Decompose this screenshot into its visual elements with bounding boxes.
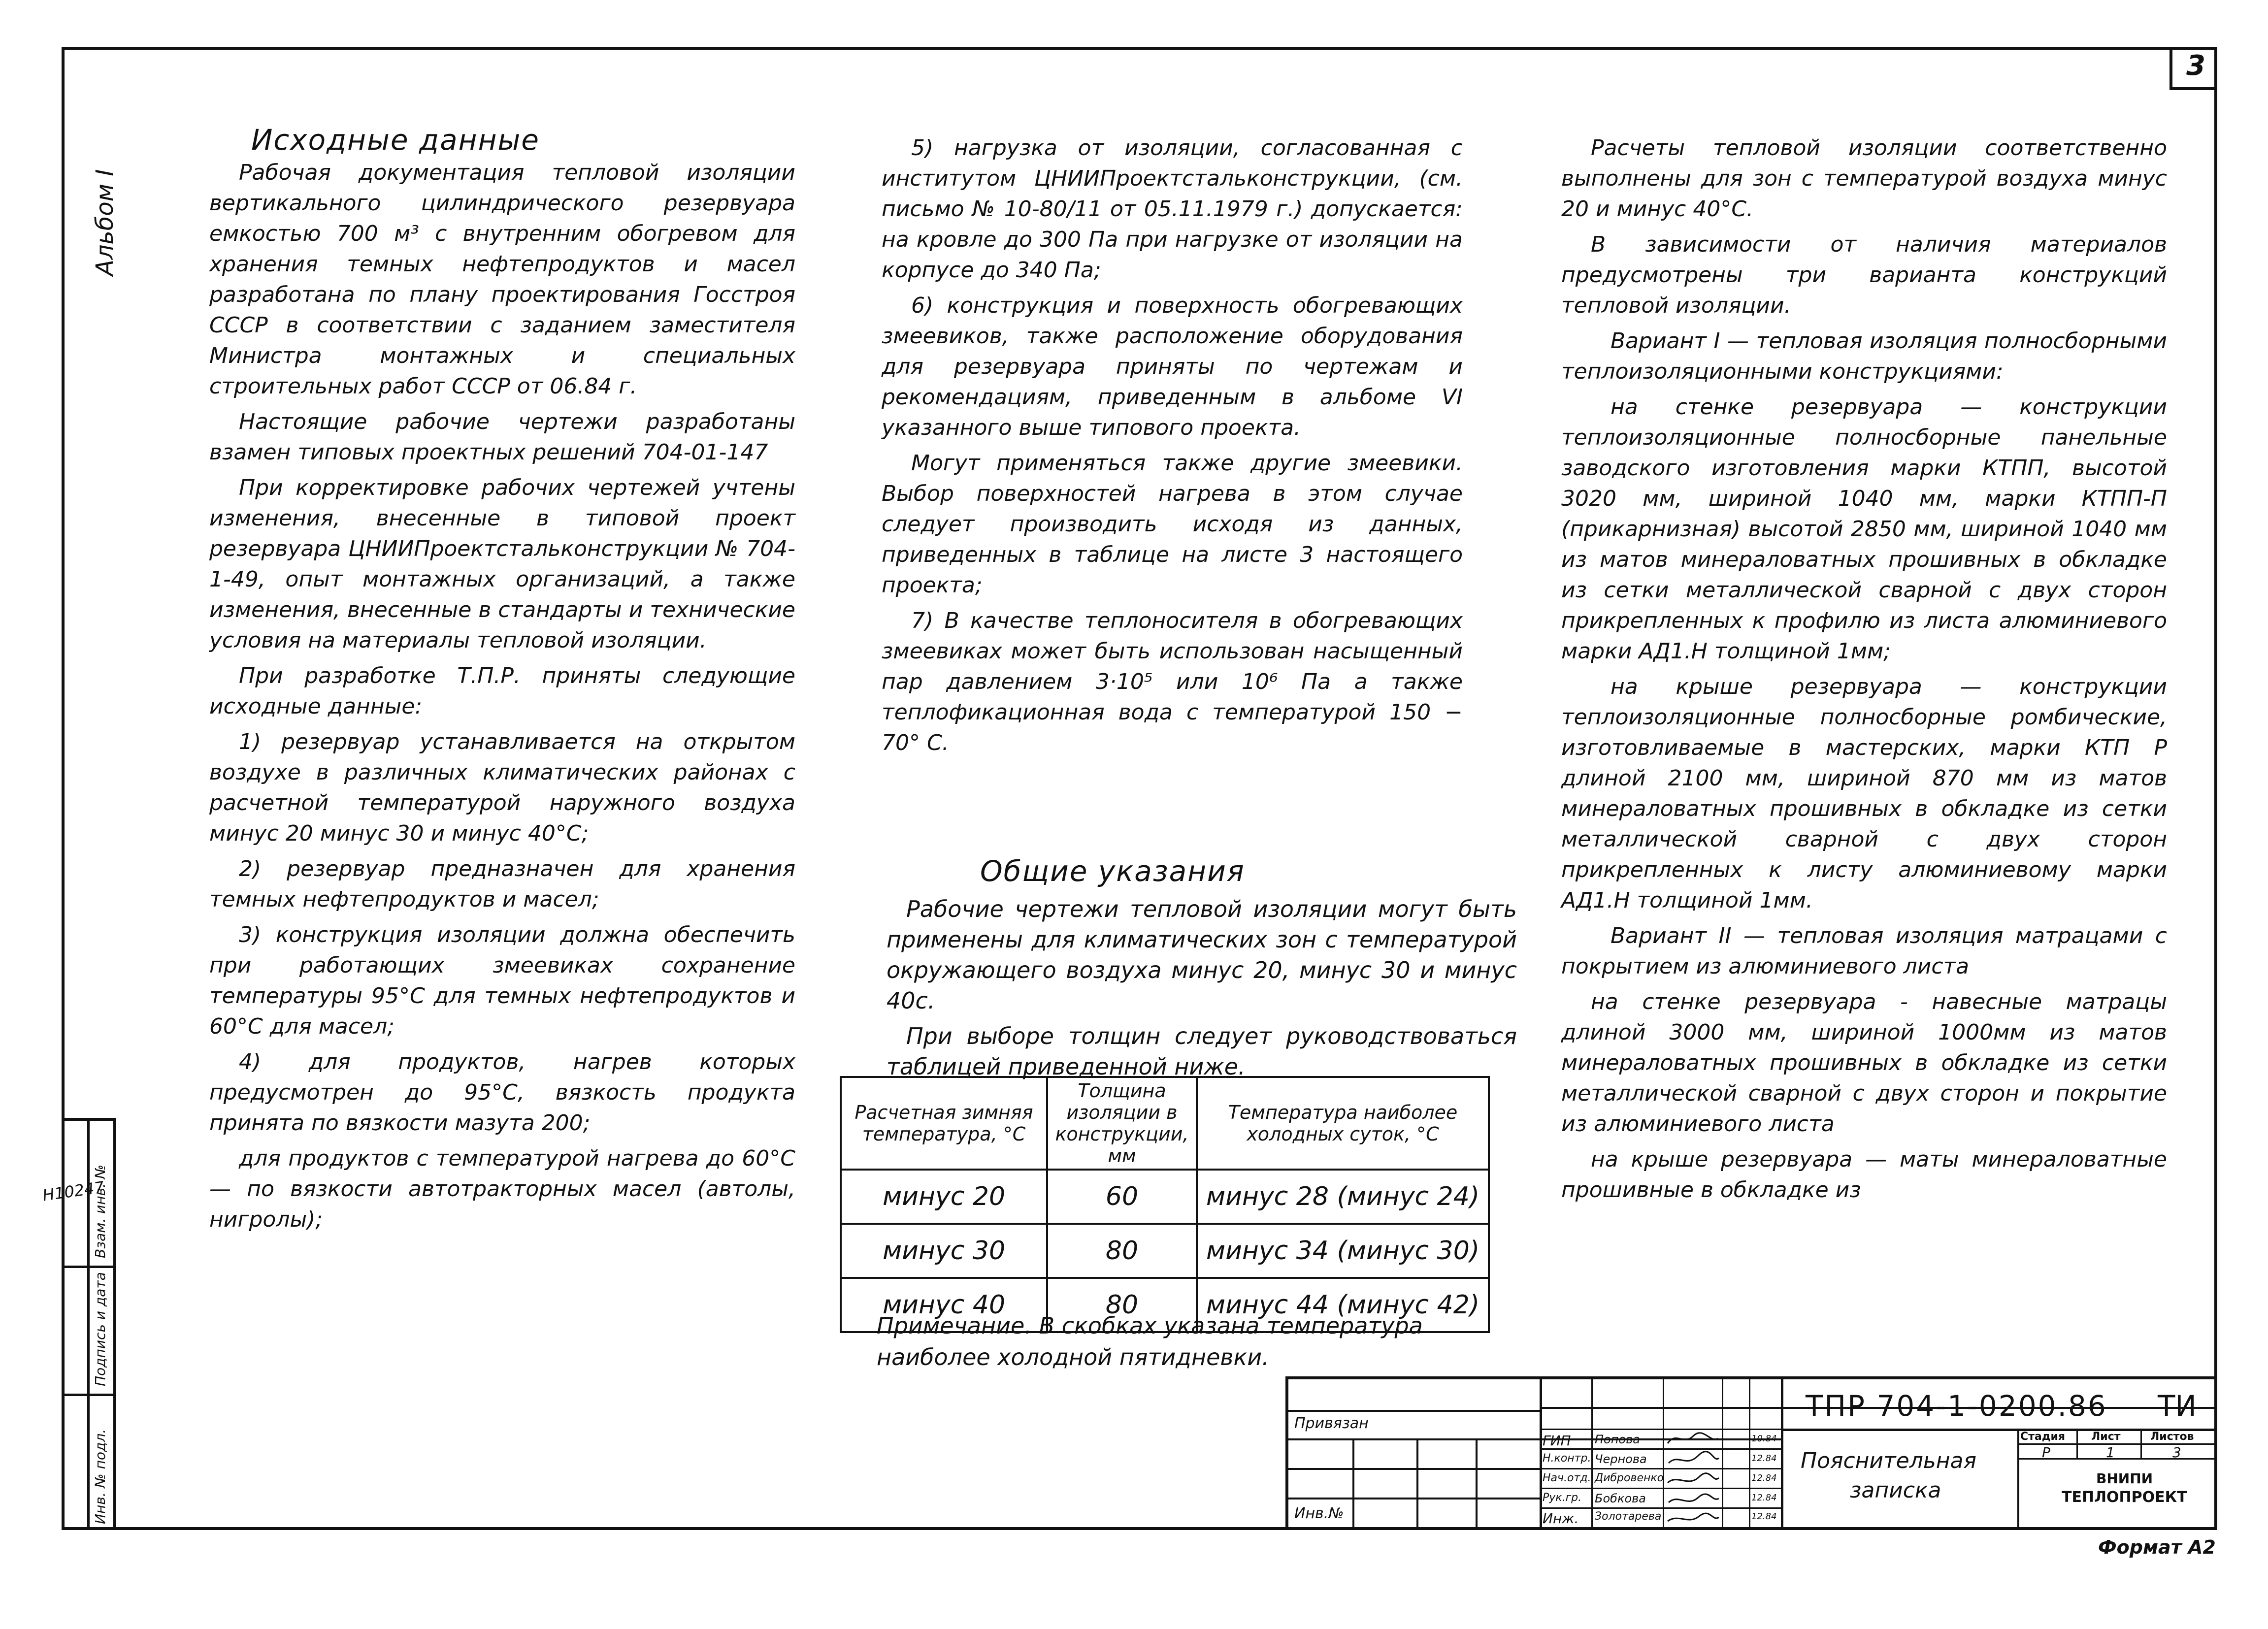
- signature-scribble: [1669, 1494, 1719, 1502]
- stamp-line: [1591, 1379, 1593, 1527]
- stamp-date: 12.84: [1751, 1473, 1777, 1483]
- col1-title: Исходные данные: [251, 123, 540, 157]
- col3-text: [1561, 133, 2167, 1210]
- stamp-line: [1540, 1429, 1781, 1430]
- signatures-svg: [1664, 1429, 1722, 1527]
- col1-para-3: При корректировке рабочих чертежей учтены изменения, внесенные в типовой проект резервуара ЦНИИПроектстальконструкции № 704-1-49, опыт монтажных организаций, а также изменения, внесенные в стандарты и технические условия на материалы тепловой изоляции.: [209, 475, 795, 653]
- sidebar-label-vzam: Взам. инв. №: [92, 1164, 108, 1258]
- col1-para-7: 3) конструкция изоляции должна обеспечить при работающих змеевиках сохранение температуры 95°С для темных нефтепродуктов и 60°С для масел;: [209, 922, 795, 1039]
- col1-para-9: для продуктов с температурой нагрева до 60°С — по вязкости автотракторных масел (автолы, нигролы);: [209, 1146, 795, 1232]
- stamp-sheets-value: 3: [2172, 1444, 2181, 1461]
- stamp-org-2: ТЕПЛОПРОЕКТ: [2062, 1489, 2187, 1506]
- general-para-1: Рабочие чертежи тепловой изоляции могут быть применены для климатических зон с температурой окружающего воздуха минус 20, минус 30 и минус 40с.: [887, 896, 1517, 1014]
- stamp-name: Попова: [1595, 1433, 1640, 1446]
- table-cell: минус 28 (минус 24): [1197, 1170, 1489, 1224]
- sheet-number: 3: [2186, 50, 2205, 82]
- stamp-name: Бобкова: [1595, 1492, 1646, 1505]
- binding-divider-3: [62, 1394, 113, 1396]
- sidebar-label-podpis: Подпись и дата: [92, 1272, 108, 1386]
- stamp-name: Дибровенко: [1595, 1472, 1664, 1484]
- signature-scribble: [1668, 1513, 1719, 1521]
- table-header-cell: Расчетная зимняя температура, °С: [841, 1077, 1047, 1170]
- table-cell: минус 44 (минус 42): [1197, 1278, 1489, 1332]
- stamp-line: [1749, 1379, 1750, 1527]
- table-cell: минус 30: [841, 1224, 1047, 1278]
- title-block: [1285, 1376, 2214, 1527]
- table-header-row: [841, 1077, 1489, 1170]
- col1-para-5: 1) резервуар устанавливается на открытом воздухе в различных климатических районах с расчетной температурой наружного воздуха минус 20 минус 30 и минус 40°С;: [209, 729, 795, 846]
- col2-para-4: 7) В качестве теплоносителя в обогревающих змеевиках может быть использован насыщенный пар давлением 3·10⁵ или 10⁶ Па а также теплофикационная вода с температурой 150 − 70° С.: [882, 608, 1463, 755]
- col2-para-3: Могут применяться также другие змеевики. Выбор поверхностей нагрева в этом случае следует производить исходя из данных, приведенных в таблице на листе 3 настоящего проекта;: [882, 451, 1463, 598]
- stamp-date: 10.84: [1751, 1434, 1777, 1444]
- col3-para-1: Расчеты тепловой изоляции соответственно выполнены для зон с температурой воздуха минус 20 и минус 40°С.: [1561, 135, 2167, 222]
- col3-para-8: на крыше резервуара — маты минераловатные прошивные в обкладке из: [1561, 1147, 2167, 1203]
- table-cell: минус 40: [841, 1278, 1047, 1332]
- stamp-line: [2076, 1429, 2078, 1458]
- stamp-line: [1540, 1507, 1781, 1509]
- stamp-line: [1540, 1468, 1781, 1469]
- col3-para-5: на крыше резервуара — конструкции теплоизоляционные полносборные ромбические, изготовливаемые в мастерских, марки КТП Р длиной 2100 мм, шириной 870 мм из матов минераловатных прошивных в обкладке из сетки металлической сварной с двух сторон прикрепленных к листу алюминиевому марки АД1.Н толщиной 1мм.: [1561, 674, 2167, 913]
- album-label: Альбом I: [91, 169, 119, 276]
- general-para-2: При выборе толщин следует руководствоваться таблицей приведенной ниже.: [887, 1023, 1517, 1080]
- col1-para-8: 4) для продуктов, нагрев которых предусмотрен до 95°С, вязкость продукта принята по вязкости мазута 200;: [209, 1049, 795, 1136]
- stamp-line: [1416, 1438, 1418, 1527]
- stamp-name: Чернова: [1595, 1452, 1647, 1466]
- table-header-cell: Толщина изоляции в конструкции, мм: [1047, 1077, 1197, 1170]
- stamp-line: [1781, 1379, 1783, 1527]
- general-title: Общие указания: [980, 854, 1245, 888]
- stamp-date: 12.84: [1751, 1453, 1777, 1464]
- table-cell: 60: [1047, 1170, 1197, 1224]
- stamp-line: [1476, 1438, 1478, 1527]
- stamp-line: [1288, 1498, 1540, 1499]
- stamp-sheets-header: Листов: [2150, 1431, 2194, 1443]
- stamp-role: Нач.отд.: [1543, 1472, 1591, 1484]
- stamp-stage-header: Стадия: [2020, 1431, 2066, 1443]
- thickness-table: [840, 1076, 1490, 1333]
- stamp-line: [1722, 1379, 1723, 1527]
- inventory-number: Н10247: [41, 1177, 105, 1205]
- stamp-role: Рук.гр.: [1543, 1492, 1582, 1504]
- stamp-date: 12.84: [1751, 1493, 1777, 1503]
- stamp-line: [1288, 1410, 1540, 1412]
- sidebar-label-inv: Инв. № подл.: [92, 1429, 108, 1524]
- signature-scribble: [1668, 1473, 1719, 1483]
- stamp-line: [1540, 1448, 1781, 1450]
- stamp-doc-title-2: записка: [1850, 1478, 1941, 1503]
- stamp-line: [1781, 1429, 2214, 1431]
- stamp-date: 12.84: [1751, 1511, 1777, 1522]
- stamp-sheet-header: Лист: [2091, 1431, 2121, 1443]
- stamp-role: Н.контр.: [1543, 1452, 1591, 1465]
- stamp-line: [1540, 1488, 1781, 1489]
- col1-para-4: При разработке Т.П.Р. приняты следующие исходные данные:: [209, 663, 795, 719]
- stamp-code: ТПР 704-1-0200.86: [1806, 1389, 2107, 1423]
- stamp-sheet-value: 1: [2106, 1444, 2115, 1461]
- col2-text: [882, 133, 1463, 763]
- stamp-privyazan: Привязан: [1294, 1415, 1369, 1432]
- stamp-code-suffix: ТИ: [2158, 1389, 2197, 1423]
- signature-scribble: [1668, 1433, 1718, 1443]
- stamp-line: [2140, 1429, 2142, 1458]
- stamp-stage-value: Р: [2042, 1444, 2050, 1461]
- stamp-org-1: ВНИПИ: [2096, 1470, 2153, 1487]
- col1-text: [209, 158, 795, 1240]
- stamp-role: ГИП: [1543, 1433, 1571, 1449]
- col3-para-3: Вариант I — тепловая изоляция полносборными теплоизоляционными конструкциями:: [1561, 328, 2167, 384]
- format-label: Формат А2: [2098, 1536, 2216, 1558]
- stamp-line: [1352, 1438, 1354, 1527]
- table-header-cell: Температура наиболее холодных суток, °С: [1197, 1077, 1489, 1170]
- signature-scribble: [1669, 1452, 1719, 1463]
- stamp-name: Золотарева: [1595, 1510, 1662, 1523]
- col3-para-2: В зависимости от наличия материалов предусмотрены три варианта конструкций тепловой изоляции.: [1561, 232, 2167, 318]
- table-row: [841, 1170, 1489, 1224]
- table-cell: 80: [1047, 1224, 1197, 1278]
- col2-para-1: 5) нагрузка от изоляции, согласованная с институтом ЦНИИПроектстальконструкции, (см. письмо № 10-80/11 от 05.11.1979 г.) допускается: на кровле до 300 Па при нагрузке от изоляции на корпусе до 340 Па;: [882, 135, 1463, 283]
- stamp-inv: Инв.№: [1294, 1505, 1344, 1522]
- stamp-doc-title-1: Пояснительная: [1801, 1448, 1976, 1473]
- table-cell: минус 34 (минус 30): [1197, 1224, 1489, 1278]
- stamp-role: Инж.: [1543, 1510, 1579, 1527]
- general-text: [887, 894, 1517, 1087]
- col2-para-2: 6) конструкция и поверхность обогревающих змеевиков, также расположение оборудования для резервуара приняты по чертежам и рекомендациям, приведенным в альбоме VI указанного выше типового проекта.: [882, 293, 1463, 440]
- stamp-line: [1288, 1468, 1540, 1470]
- table-cell: минус 20: [841, 1170, 1047, 1224]
- col3-para-7: на стенке резервуара - навесные матрацы длиной 3000 мм, шириной 1000мм из матов минераловатных прошивных в обкладке из сетки металлической сварной с двух сторон и покрытие из алюминиевого листа: [1561, 989, 2167, 1137]
- stamp-line: [1540, 1379, 1542, 1527]
- table-row: [841, 1224, 1489, 1278]
- table-note: Примечание. В скобках указана температура наиболее холодной пятидневки.: [877, 1312, 1423, 1370]
- sheet-number-box: [2169, 47, 2217, 90]
- table-cell: 80: [1047, 1278, 1197, 1332]
- col1-para-1: Рабочая документация тепловой изоляции вертикального цилиндрического резервуара емкостью 700 м³ с внутренним обогревом для хранения темных нефтепродуктов и масел разработана по плану проектирования Госстроя СССР в соответствии с заданием заместителя Министра монтажных и специальных строительных работ СССР от 06.84 г.: [209, 160, 795, 399]
- col3-para-6: Вариант II — тепловая изоляция матрацами с покрытием из алюминиевого листа: [1561, 923, 2167, 979]
- col1-para-6: 2) резервуар предназначен для хранения темных нефтепродуктов и масел;: [209, 856, 795, 912]
- col3-para-4: на стенке резервуара — конструкции теплоизоляционные полносборные панельные заводского изготовления марки КТПП, высотой 3020 мм, шириной 1040 мм, марки КТПП-П (прикарнизная) высотой 2850 мм, шириной 1040 мм из матов минераловатных прошивных в обкладке из сетки металлической сварной с двух сторон прикрепленных к профилю из листа алюминиевого марки АД1.Н толщиной 1мм;: [1561, 394, 2167, 664]
- col1-para-2: Настоящие рабочие чертежи разработаны взамен типовых проектных решений 704-01-147: [209, 409, 795, 465]
- binding-divider-2: [62, 1266, 113, 1268]
